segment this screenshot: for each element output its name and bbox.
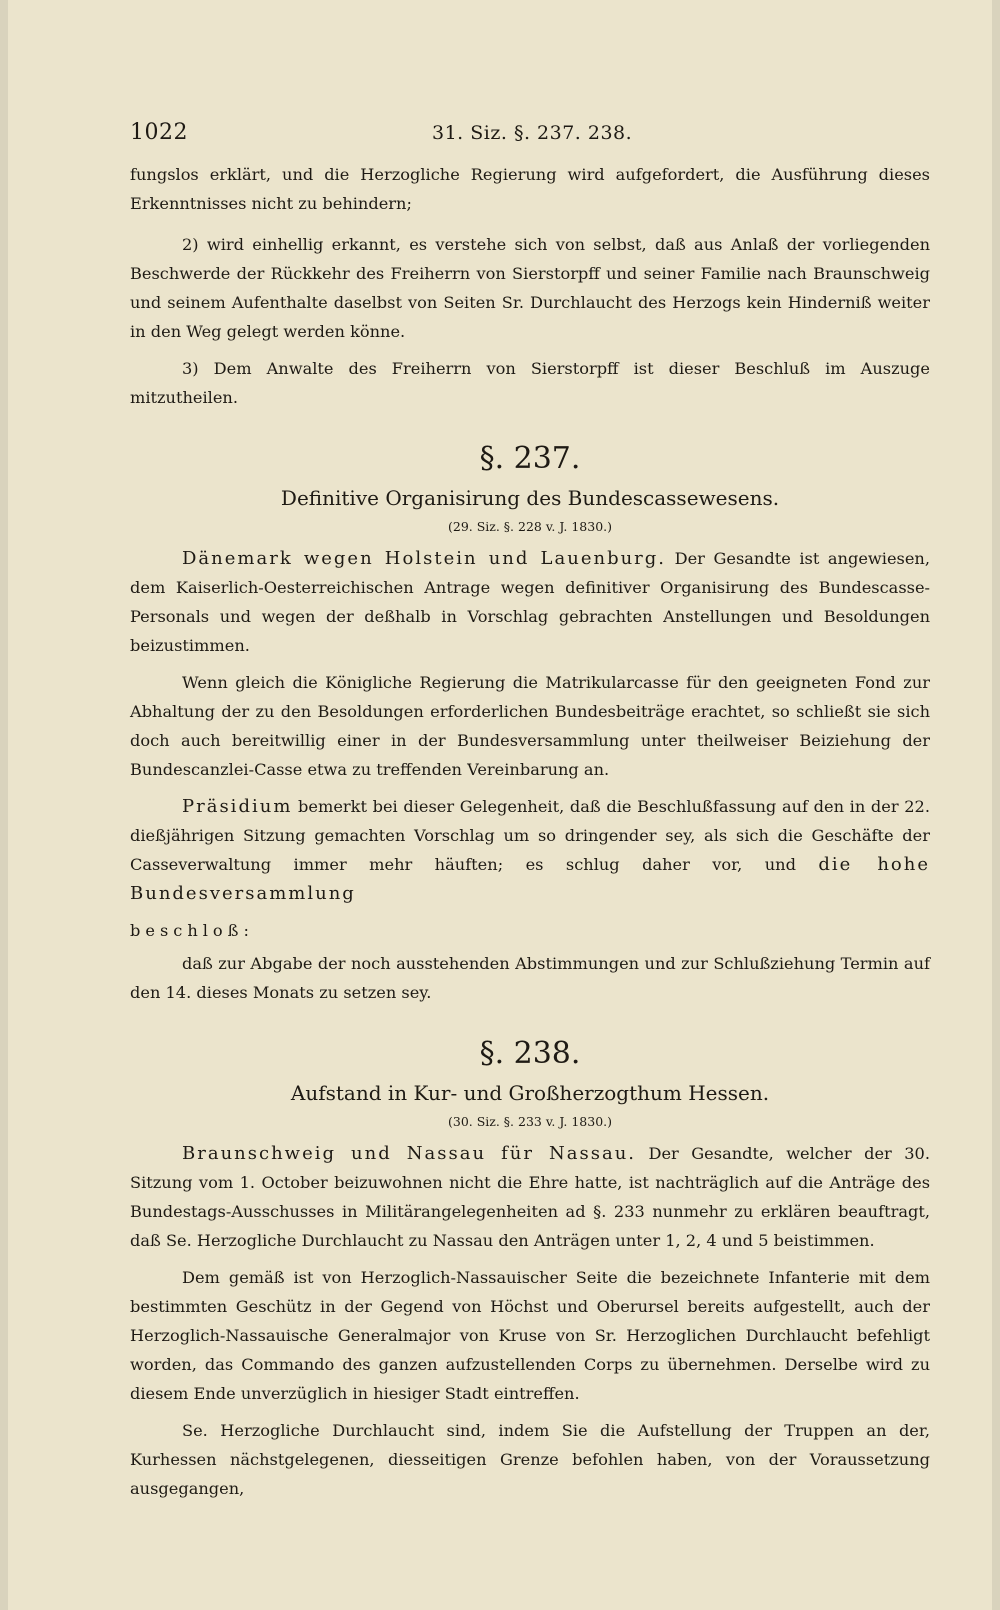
paragraph-point-3: 3) Dem Anwalte des Freiherrn von Sierstorpff ist dieser Beschluß im Auszuge mitzutheilen. [130,359,930,407]
section-238-number: §. 238. [479,1036,581,1071]
speaker-braunschweig-nassau: Braunschweig und Nassau für Nassau. [182,1143,637,1164]
speaker-daenemark: Dänemark wegen Holstein und Lauenburg. [182,548,667,569]
section-238-paragraph-3: Se. Herzogliche Durchlaucht sind, indem Sie die Aufstellung der Truppen an der, Kurhessen nächstgelegenen, diesseitigen Grenze befohlen haben, von der Voraussetzung ausgegangen, [130,1421,930,1498]
section-237-number: §. 237. [479,441,581,476]
document-page [8,0,992,1610]
section-237-title: Definitive Organisirung des Bundescassewesens. [280,486,780,510]
assembly-name: die hohe Bundesversammlung [130,854,930,904]
section-238-reference: (30. Siz. §. 233 v. J. 1830.) [447,1114,613,1129]
resolution-heading: beschloß: [130,921,254,940]
paragraph-text: Der Gesandte, welcher der 30. Sitzung vom 1. October beizuwohnen nicht die Ehre hatte, ist nachträglich auf die Anträge des Bundestags-Ausschusses in Militärangelegenheiten ad §. 233 nunmehr zu erklären beauftragt, daß Se. Herzogliche Durchlaucht zu Nassau den Anträgen unter 1, 2, 4 und 5 beistimmen. [130,1144,930,1250]
page-number: 1022 [130,120,188,145]
paragraph-text: bemerkt bei dieser Gelegenheit, daß die Beschlußfassung auf den in der 22. dießjährigen Sitzung gemachten Vorschlag um so dringender sey, als sich die Geschäfte der Casseverwaltung immer mehr häuften; es schlug daher vor, und [130,797,930,874]
section-237-paragraph-2: Wenn gleich die Königliche Regierung die Matrikularcasse für den geeigneten Fond zur Abhaltung der zu den Besoldungen erforderlichen Bundesbeiträge erachtet, so schließt sie sich doch auch bereitwillig einer in der Bundesversammlung unter theilweiser Beiziehung der Bundescanzlei-Casse etwa zu treffenden Vereinbarung an. [130,673,930,779]
page-header [8,120,992,152]
section-237-paragraph-1 [130,544,930,660]
paragraph-continuation: fungslos erklärt, und die Herzogliche Regierung wird aufgefordert, die Ausführung dieses Erkenntnisses nicht zu behindern; [130,165,930,213]
resolution-text: daß zur Abgabe der noch ausstehenden Abstimmungen und zur Schlußziehung Termin auf den 14. dieses Monats zu setzen sey. [130,954,930,1002]
section-238-paragraph-2: Dem gemäß ist von Herzoglich-Nassauischer Seite die bezeichnete Infanterie mit dem bestimmten Geschütz in der Gegend von Höchst und Oberursel bereits aufgestellt, auch der Herzoglich-Nassauische Generalmajor von Kruse von Sr. Herzoglichen Durchlaucht befehligt worden, das Commando des ganzen aufzustellenden Corps zu übernehmen. Derselbe wird zu diesem Ende unverzüglich in hiesiger Stadt eintreffen. [130,1268,930,1403]
paragraph-text: Der Gesandte ist angewiesen, dem Kaiserlich-Oesterreichischen Antrage wegen definitiver Organisirung des Bundescasse-Personals und wegen der deßhalb in Vorschlag gebrachten Anstellungen und Besoldungen beizustimmen. [130,549,930,655]
section-237-reference: (29. Siz. §. 228 v. J. 1830.) [447,519,613,534]
section-237-paragraph-3 [130,792,930,908]
section-238-paragraph-1 [130,1139,930,1255]
running-head: 31. Siz. §. 237. 238. [432,122,633,144]
page-body [130,160,930,1511]
paragraph-point-2: 2) wird einhellig erkannt, es verstehe sich von selbst, daß aus Anlaß der vorliegenden Beschwerde der Rückkehr des Freiherrn von Sierstorpff und seiner Familie nach Braunschweig und seinem Aufenthalte daselbst von Seiten Sr. Durchlaucht des Herzogs kein Hinderniß weiter in den Weg gelegt werden könne. [130,235,930,341]
section-238-title: Aufstand in Kur- und Großherzogthum Hessen. [290,1081,770,1105]
speaker-praesidium: Präsidium [182,796,293,817]
